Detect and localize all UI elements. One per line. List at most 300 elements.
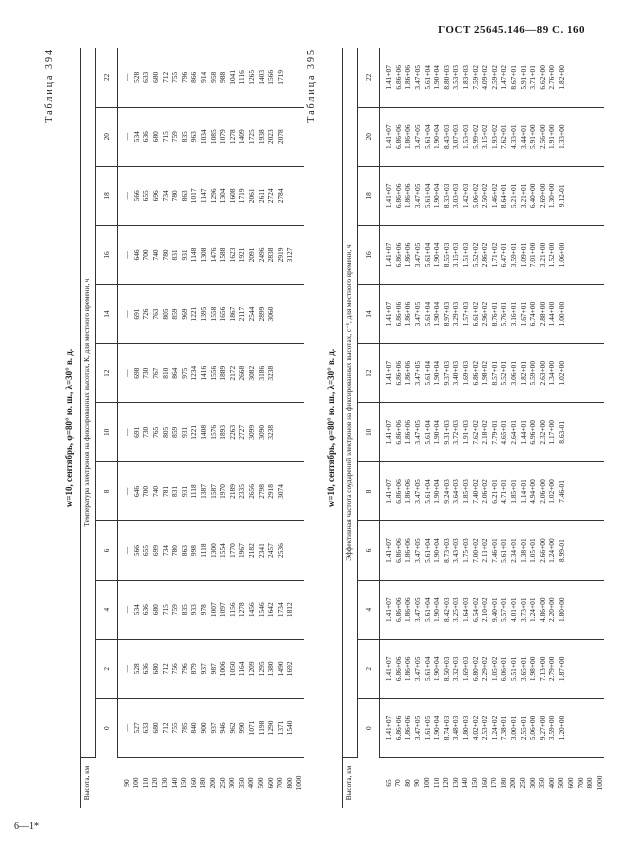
table-cell: 1.91+00 xyxy=(547,124,557,149)
table-cell: 998 xyxy=(189,545,199,557)
table-cell: 8.57+01 xyxy=(489,360,499,386)
table-cell: 8.80+03 xyxy=(441,65,451,90)
table-cell: 1725 xyxy=(246,129,256,145)
table-cell: 1.86+06 xyxy=(403,183,413,209)
height-value: 150 xyxy=(179,777,189,789)
height-value: 250 xyxy=(518,777,527,789)
table-cell: 1380 xyxy=(266,661,276,677)
column-header: 6 xyxy=(95,521,118,580)
table-cell: 696 xyxy=(150,190,160,202)
table-cell: 1490 xyxy=(275,661,285,677)
table-cell: 780 xyxy=(160,249,170,261)
table-cell: 796 xyxy=(179,71,189,83)
table-cell: 1.46+02 xyxy=(489,183,499,209)
column-header: 6 xyxy=(357,521,380,580)
table-cell: 765 xyxy=(150,426,160,438)
table-cell: 6.86+06 xyxy=(393,242,403,268)
table-cell: 3.72+03 xyxy=(451,420,461,445)
table-cell: 1.41+07 xyxy=(384,597,394,622)
table-cell: 6.47+01 xyxy=(499,242,509,268)
table-cell: 680 xyxy=(150,663,160,675)
value-column xyxy=(380,698,605,757)
table-cell: 1.86+06 xyxy=(403,65,413,90)
height-column xyxy=(380,758,605,809)
table-cell: 1588 xyxy=(218,247,228,263)
table-cell: 1221 xyxy=(189,424,199,440)
table-cell: 3099 xyxy=(246,424,256,440)
table-cell: 863 xyxy=(179,545,189,557)
table-cell: 759 xyxy=(170,604,180,616)
table-cell: — xyxy=(122,724,132,732)
value-column xyxy=(118,580,304,639)
height-value: 130 xyxy=(160,777,170,789)
table-cell: 914 xyxy=(198,71,208,83)
height-value: 100 xyxy=(131,777,141,789)
table-cell: 1608 xyxy=(227,188,237,204)
height-header: Высота, км xyxy=(343,758,380,809)
height-value: 150 xyxy=(470,777,480,789)
table-cell: 1371 xyxy=(275,720,285,736)
table-cell: 2918 xyxy=(266,484,276,499)
table-cell: 1.91+03 xyxy=(460,420,470,445)
table-cell: 1893 xyxy=(218,424,228,440)
table-cell: 3.47+05 xyxy=(412,301,422,327)
height-value: 160 xyxy=(479,777,489,789)
table-cell: 1.90+04 xyxy=(432,124,442,149)
table-cell: 534 xyxy=(131,604,141,616)
table-cell: 1.86+06 xyxy=(403,301,413,327)
height-value: 700 xyxy=(575,777,585,789)
table-cell: 5.06+00 xyxy=(528,715,538,741)
value-column xyxy=(118,462,304,521)
table-cell: 6.86+06 xyxy=(393,479,403,504)
table-cell: 2023 xyxy=(266,129,276,145)
table-cell: 3186 xyxy=(256,365,266,381)
table-cell: 1.90+04 xyxy=(432,479,442,504)
table-cell: 2.88+00 xyxy=(537,301,547,327)
table-cell: 2496 xyxy=(256,247,266,263)
table-cell: 698 xyxy=(131,367,141,379)
table-cell: 2.34+01 xyxy=(508,538,518,563)
table-cell: 2.55+01 xyxy=(518,715,528,741)
table-cell: 9.40+01 xyxy=(489,597,499,622)
table-cell: 655 xyxy=(141,190,151,202)
table-cell: 1416 xyxy=(198,365,208,381)
height-value: 350 xyxy=(537,777,547,789)
table-cell: 715 xyxy=(160,131,170,143)
table-cell: 1.80+00 xyxy=(556,597,566,622)
table-cell: 2263 xyxy=(227,424,237,440)
table-cell: 8.43+03 xyxy=(441,124,451,149)
table-cell: 1692 xyxy=(285,661,295,677)
table-cell: 1.20+00 xyxy=(556,715,566,741)
table-cell: 2341 xyxy=(256,543,266,558)
table-cell: 4.65+01 xyxy=(499,420,509,445)
table-cell: 3.59+00 xyxy=(547,715,557,741)
table-cell: 6.86+06 xyxy=(393,124,403,149)
table-cell: 3.47+05 xyxy=(412,360,422,386)
table-cell: 2.66+00 xyxy=(537,538,547,563)
table-cell: — xyxy=(122,73,132,82)
table-cell: 1.75+03 xyxy=(460,538,470,563)
height-value: 180 xyxy=(498,777,508,789)
value-column xyxy=(380,403,605,462)
value-column xyxy=(380,639,605,698)
table-cell: 1308 xyxy=(198,247,208,263)
table-cell: 8.76+01 xyxy=(489,301,499,327)
column-header: 14 xyxy=(95,285,118,344)
table-cell: 528 xyxy=(131,71,141,83)
table-cell: 1234 xyxy=(189,365,199,381)
table-cell: 726 xyxy=(141,308,151,320)
table-cell: 730 xyxy=(141,367,151,379)
table-cell: 1656 xyxy=(218,306,228,322)
table-cell: 8.74+03 xyxy=(441,715,451,741)
table-cell: 1540 xyxy=(285,720,295,736)
table-cell: 1198 xyxy=(256,720,266,736)
column-header: 0 xyxy=(95,698,118,757)
table-cell: 937 xyxy=(208,722,218,734)
table-cell: 3.71+01 xyxy=(528,65,538,90)
table-cell xyxy=(276,405,286,459)
table-cell: 5.61+04 xyxy=(422,479,432,504)
table-cell: 931 xyxy=(179,249,189,261)
table-cell: 8.55+03 xyxy=(441,242,451,268)
table-cell: 3.21+00 xyxy=(537,242,547,268)
column-header: 2 xyxy=(357,639,380,698)
table-cell: 740 xyxy=(150,249,160,261)
table-cell: 636 xyxy=(141,604,151,616)
table-cell: 3.21+01 xyxy=(518,183,528,209)
height-value: 800 xyxy=(585,777,595,789)
table-cell: — xyxy=(122,487,132,496)
table-cell: 2611 xyxy=(256,188,266,204)
value-column xyxy=(118,166,304,225)
table-cell: 831 xyxy=(170,249,180,261)
table-cell: 528 xyxy=(131,663,141,675)
table-cell: 2727 xyxy=(237,424,247,440)
table-cell: 1.90+04 xyxy=(432,65,442,90)
table-cell: 755 xyxy=(170,722,180,734)
table-cell: 527 xyxy=(131,722,141,734)
table-cell: 2.69+00 xyxy=(537,183,547,209)
value-column xyxy=(118,639,304,698)
height-column xyxy=(118,758,304,809)
table-cell: 734 xyxy=(160,190,170,202)
table-cell: 5.59+00 xyxy=(528,360,538,386)
table-cell: — xyxy=(122,546,132,555)
table-cell: 636 xyxy=(141,131,151,143)
table-cell: 1.00+00 xyxy=(556,301,566,327)
table-cell: 1719 xyxy=(275,69,285,85)
height-value: 90 xyxy=(412,779,422,787)
table-cell: 6.86+02 xyxy=(470,360,480,386)
table-cell: 5.91+00 xyxy=(528,124,538,149)
table-cell: 1.41+07 xyxy=(384,301,394,327)
table-cell: 1.02+00 xyxy=(556,360,566,386)
table-cell: 780 xyxy=(170,190,180,202)
table-cell: 691 xyxy=(131,308,141,320)
value-column xyxy=(118,344,304,403)
table-cell: 8.99-01 xyxy=(556,539,566,562)
table-cell: 937 xyxy=(198,663,208,675)
table-cell: 3.43+03 xyxy=(451,538,461,563)
height-value: 65 xyxy=(383,779,393,787)
table-cell: 2.18+02 xyxy=(480,420,490,445)
table-cell: 9.24+03 xyxy=(441,479,451,504)
table-cell: 1.67+01 xyxy=(518,301,528,327)
table-cell: 1071 xyxy=(246,720,256,736)
table-cell: 680 xyxy=(150,604,160,616)
table-cell: 1.38+01 xyxy=(518,538,528,563)
table-cell: 1.24+01 xyxy=(528,597,538,622)
table-cell: 5.61+04 xyxy=(422,183,432,209)
table-cell: 2544 xyxy=(246,306,256,322)
table-cell: 3.25+03 xyxy=(451,597,461,622)
table-cell: 3.32+03 xyxy=(451,656,461,682)
table-cell: 1278 xyxy=(237,602,247,618)
table-cell: 1408 xyxy=(198,424,208,440)
height-value: 300 xyxy=(227,777,237,789)
value-column xyxy=(380,462,605,521)
table-cell: 1.86+06 xyxy=(403,124,413,149)
height-value: 100 xyxy=(422,777,432,789)
value-column xyxy=(118,698,304,757)
table-cell: 1118 xyxy=(198,543,208,558)
table-cell: 2.11+02 xyxy=(480,538,490,563)
table-cell: 1085 xyxy=(208,129,218,145)
group-header: Температура электронов на фиксированных высотах, К, для местного времени, ч xyxy=(81,48,96,758)
table-title: w=10, сентябрь, φ=80° ю. ш., λ=30° в. д. xyxy=(326,348,336,508)
table-cell: 680 xyxy=(150,131,160,143)
table-cell: 835 xyxy=(179,131,189,143)
value-column xyxy=(118,403,304,462)
page-footer: 6—1* xyxy=(14,821,39,832)
column-header: 10 xyxy=(357,403,380,462)
table-cell: 2919 xyxy=(275,247,285,263)
table-cell: — xyxy=(122,310,132,318)
table-cell: — xyxy=(122,665,132,673)
table-cell: 740 xyxy=(150,485,160,497)
table-cell: 5.61+04 xyxy=(422,656,432,682)
table-cell: 810 xyxy=(160,367,170,379)
table-cell: 1.86+06 xyxy=(403,656,413,682)
table-cell: 1556 xyxy=(208,365,218,381)
column-header: 0 xyxy=(357,698,380,757)
table-cell: 2182 xyxy=(246,543,256,558)
table-cell: 6.86+06 xyxy=(393,420,403,445)
table-cell: 6.86+06 xyxy=(393,656,403,682)
table-cell: 1.86+06 xyxy=(403,479,413,504)
table-cell: 1395 xyxy=(198,306,208,322)
table-cell: 6.74+00 xyxy=(528,301,538,327)
table-cell: 2.20+00 xyxy=(547,597,557,622)
table-cell: 691 xyxy=(131,426,141,438)
table-cell: 5.76+01 xyxy=(499,301,509,327)
table-cell: — xyxy=(122,369,132,377)
table-cell: 1.41+07 xyxy=(384,538,394,563)
value-column xyxy=(118,285,304,344)
column-header: 16 xyxy=(357,225,380,284)
table-cell: 831 xyxy=(170,485,180,497)
table-cell: 2.64+01 xyxy=(508,420,518,445)
table-cell: 734 xyxy=(160,545,170,557)
table-caption: Таблица 395 xyxy=(306,48,317,123)
table-cell: 2335 xyxy=(237,484,247,499)
table-cell: 2899 xyxy=(256,306,266,322)
table-cell: 1554 xyxy=(218,543,228,558)
table-cell: — xyxy=(122,606,132,614)
table-cell: 5.61+04 xyxy=(422,360,432,386)
table-cell: 755 xyxy=(170,71,180,83)
table-cell: 1576 xyxy=(208,424,218,440)
table-cell: 8.50+03 xyxy=(441,656,451,682)
table-cell: 566 xyxy=(131,545,141,557)
height-value: 500 xyxy=(556,777,566,789)
table-cell: 712 xyxy=(160,663,170,675)
height-value: 140 xyxy=(460,777,470,789)
column-header: 18 xyxy=(357,166,380,225)
table-cell: 3.65+01 xyxy=(518,656,528,682)
height-value: 200 xyxy=(208,777,218,789)
table-cell: 988 xyxy=(218,71,228,83)
table-cell: 730 xyxy=(141,426,151,438)
table-cell: 1.86+06 xyxy=(403,360,413,386)
table-cell: 1.05+01 xyxy=(528,538,538,563)
table-cell: 1.06+00 xyxy=(556,242,566,268)
table-cell: 975 xyxy=(179,367,189,379)
table-cell: 3.47+05 xyxy=(412,124,422,149)
table-cell: 1.90+04 xyxy=(432,420,442,445)
table-cell: 1.85+03 xyxy=(460,479,470,504)
table-cell: 958 xyxy=(208,71,218,83)
table-cell: 1221 xyxy=(189,306,199,322)
table-cell: 859 xyxy=(170,426,180,438)
table-cell: 680 xyxy=(150,722,160,734)
height-header: Высота, км xyxy=(81,758,118,809)
table-cell: 785 xyxy=(179,722,189,734)
table-cell: 6.54+02 xyxy=(470,597,480,622)
table-cell xyxy=(276,346,286,400)
column-header: 8 xyxy=(95,462,118,521)
table-cell: 1770 xyxy=(227,543,237,558)
table-cell: 1.17+00 xyxy=(547,420,557,445)
table-cell: 2091 xyxy=(246,247,256,263)
table-cell: 2.59+02 xyxy=(489,65,499,90)
table-cell: 3.47+05 xyxy=(412,479,422,504)
data-table xyxy=(342,48,604,808)
table-cell: 2189 xyxy=(227,484,237,499)
table-cell: 767 xyxy=(150,367,160,379)
value-column xyxy=(380,48,605,107)
table-cell: 5.06+02 xyxy=(470,183,480,209)
table-cell: 3.73+01 xyxy=(518,597,528,622)
table-cell: 805 xyxy=(160,426,170,438)
table-cell: 3.44+01 xyxy=(518,124,528,149)
table-cell: 1.14+01 xyxy=(518,479,528,504)
table-cell: 2.86+02 xyxy=(480,242,490,268)
table-cell: 3.47+05 xyxy=(412,183,422,209)
table-cell: 3.47+05 xyxy=(412,656,422,682)
height-value: 110 xyxy=(431,777,441,789)
table-cell: 1147 xyxy=(198,188,208,204)
table-cell: 1409 xyxy=(237,129,247,145)
table-cell: 1.47+02 xyxy=(499,65,509,90)
value-column xyxy=(380,166,605,225)
table-cell: 2.06+02 xyxy=(480,479,490,504)
column-header: 20 xyxy=(357,107,380,166)
table-cell: 1.41+07 xyxy=(384,360,394,386)
table-cell: 700 xyxy=(141,249,151,261)
table-cell: 1304 xyxy=(218,188,228,204)
column-header: 18 xyxy=(95,166,118,225)
table-cell: 1566 xyxy=(266,69,276,85)
table-cell: 1006 xyxy=(218,661,228,677)
table-cell: 1.44+01 xyxy=(518,420,528,445)
table-cell: 931 xyxy=(179,485,189,497)
table-cell: 1.41+07 xyxy=(384,124,394,149)
table-cell: 963 xyxy=(189,131,199,143)
table-cell: 1.44+00 xyxy=(547,301,557,327)
table-cell: 1.80+03 xyxy=(460,715,470,741)
table-cell: 2.06+00 xyxy=(537,479,547,504)
table-cell: 633 xyxy=(141,71,151,83)
table-cell: 1967 xyxy=(237,543,247,558)
table-cell: 6.86+06 xyxy=(393,538,403,563)
table-cell: 3.47+05 xyxy=(412,420,422,445)
column-header: 12 xyxy=(357,344,380,403)
column-header: 4 xyxy=(95,580,118,639)
table-cell: 1.24+02 xyxy=(489,715,499,741)
table-cell: 1.61+05 xyxy=(422,715,432,741)
table-cell: 2117 xyxy=(237,306,247,322)
value-column xyxy=(118,107,304,166)
table-cell: 1.90+04 xyxy=(432,183,442,209)
table-cell: 796 xyxy=(179,663,189,675)
table-cell: 2.10+02 xyxy=(480,597,490,622)
table-cell: 1.86+06 xyxy=(403,597,413,622)
table-cell: 756 xyxy=(170,663,180,675)
height-value: 120 xyxy=(150,777,160,789)
table-cell: 1.30+00 xyxy=(547,183,557,209)
table-cell: 1.86+06 xyxy=(403,242,413,268)
table-cell: 3082 xyxy=(246,365,256,381)
table-cell: 1.52+00 xyxy=(547,242,557,268)
table-cell: 879 xyxy=(189,663,199,675)
table-cell: 1050 xyxy=(227,661,237,677)
table-cell: 5.99+02 xyxy=(470,124,480,149)
group-header: Эффективная частота соударений электронов на фиксированных высотах, с⁻¹, для местного времени, ч xyxy=(343,48,358,758)
table-cell: 5.61+04 xyxy=(422,65,432,90)
table-cell: 4.09+02 xyxy=(480,65,490,90)
value-column xyxy=(380,344,605,403)
table-cell: 3.16+01 xyxy=(508,301,518,327)
table-cell: 6.62+00 xyxy=(537,65,547,90)
table-cell: 712 xyxy=(160,71,170,83)
table-cell: 7.46+01 xyxy=(489,538,499,563)
table-cell: 1.98+00 xyxy=(528,656,538,682)
table-cell: 5.91+01 xyxy=(518,65,528,90)
table-cell: 1.41+07 xyxy=(384,656,394,682)
table-cell: 3.47+05 xyxy=(412,242,422,268)
table-cell: 5.61+04 xyxy=(422,420,432,445)
value-column xyxy=(118,225,304,284)
table-cell: 680 xyxy=(150,71,160,83)
table-cell: 4.33+01 xyxy=(508,124,518,149)
column-header: 12 xyxy=(95,344,118,403)
table-cell: 1.41+07 xyxy=(384,242,394,268)
table-cell: 1734 xyxy=(275,602,285,618)
